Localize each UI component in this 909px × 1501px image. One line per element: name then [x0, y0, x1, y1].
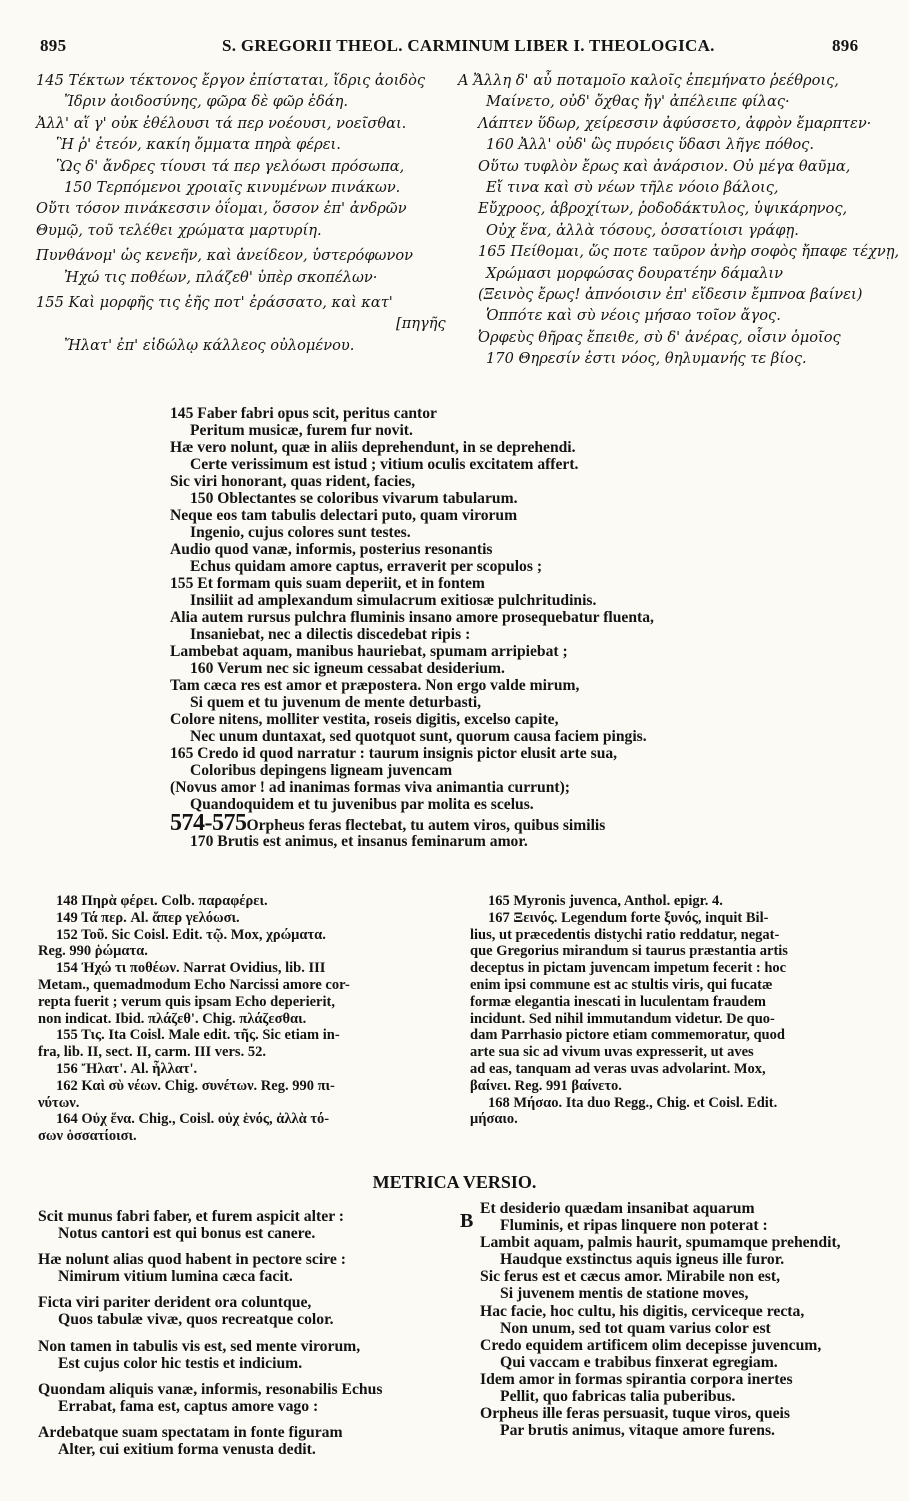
greek-line: Ἴδριν ἀοιδοσύνης, φῶρα δὲ φῶρ ἐδάη. — [64, 93, 348, 111]
greek-line: 150 Τερπόμενοι χροιαῖς κινυμένων πινάκων. — [64, 178, 401, 196]
latin-line: Peritum musicæ, furem fur novit. — [190, 422, 413, 439]
greek-line-continuation: [πηγῆς — [396, 315, 446, 333]
greek-line: 145 Τέκτων τέκτονος ἔργον ἐπίσταται, ἴδρις ἀοιδὸς — [36, 72, 426, 89]
latin-line: Echus quidam amore captus, erraverit per scopulos ; — [190, 558, 543, 575]
greek-line: Θυμῷ, τοῦ τελέθει χρώματα μαρτυρίη. — [36, 221, 322, 239]
footnote-line: 154 Ἠχώ τι ποθέων. Narrat Ovidius, lib. III — [56, 960, 326, 977]
latin-line: Neque eos tam tabulis delectari puto, quam virorum — [170, 507, 518, 524]
verse-line: Qui vaccam e trabibus finxerat egregiam. — [500, 1353, 778, 1371]
footnote-line: 165 Myronis juvenca, Anthol. epigr. 4. — [488, 893, 723, 909]
greek-line: 155 Καὶ μορφῆς τις ἑῆς ποτ' ἐράσσατο, καὶ κατ' — [36, 293, 393, 311]
latin-line: Insaniebat, nec a dilectis discedebat ripis : — [190, 626, 471, 643]
latin-line: Lambebat aquam, manibus hauriebat, spumam arripiebat ; — [170, 643, 568, 660]
latin-line: 145 Faber fabri opus scit, peritus cantor — [170, 405, 437, 422]
latin-line: Colore nitens, molliter vestita, roseis digitis, excelso capite, — [170, 711, 559, 728]
latin-line: Si quem et tu juvenum de mente deturbasti, — [190, 694, 482, 711]
verse-stanza — [38, 1338, 458, 1372]
footnote-line: 164 Οὐχ ἕνα. Chig., Coisl. οὐχ ἑνός, ἀλλὰ τό- — [56, 1111, 330, 1128]
verse-line: Est cujus color hic testis et indicium. — [58, 1354, 303, 1372]
footnote-line: ad eas, tanquam ad veras uvas advolarint. Mox, — [470, 1060, 766, 1077]
metrica-title: METRICA VERSIO. — [372, 1172, 537, 1192]
footnote-line: νύτων. — [38, 1094, 80, 1111]
verse-line: Fluminis, et ripas linquere non poterat : — [500, 1217, 768, 1235]
footnote-line: 162 Καὶ σὺ νέων. Chig. συνέτων. Reg. 990 πι- — [56, 1077, 335, 1094]
greek-line: Οὕτω τυφλὸν ἔρως καὶ ἀνάρσιον. Οὐ μέγα θαῦμα, — [478, 157, 851, 175]
footnotes-right — [470, 893, 895, 1128]
latin-line: Hæ vero nolunt, quæ in aliis deprehendunt, in se deprehendi. — [170, 439, 576, 456]
latin-line: Certe verissimum est istud ; vitium oculis excitatem affert. — [190, 456, 579, 473]
verse-stanza — [38, 1294, 458, 1328]
greek-line: Ἤλατ' ἐπ' εἰδώλῳ κάλλεος οὐλομένου. — [64, 336, 355, 354]
page-number-right: 896 — [832, 36, 859, 55]
page-number-left: 895 — [40, 36, 67, 55]
greek-line: Οὔτι τόσον πινάκεσσιν ὀΐομαι, ὅσσον ἐπ' ἀνδρῶν — [36, 200, 407, 218]
greek-line: (Ξεινὸς ἔρως! ἀπνόοισιν ἐπ' εἴδεσιν ἔμπνοα βαίνει) — [478, 285, 863, 303]
verse-line: Haudque exstinctus aquis igneus ille furor. — [500, 1251, 785, 1269]
greek-line: Πυνθάνομ' ὡς κενεῆν, καὶ ἀνείδεον, ὑστερόφωνον — [36, 247, 413, 265]
latin-line: 155 Et formam quis suam deperiit, et in fontem — [170, 575, 485, 592]
footnotes-left — [38, 893, 450, 1145]
footnote-line: lius, ut præcedentis distychi ratio reddatur, negat- — [470, 926, 780, 943]
greek-line: Ἀλλ' αἵ γ' οὐκ ἐθέλουσι τά περ νοέουσι, νοεῖσθαι. — [36, 114, 407, 132]
latin-line-with-margin-number — [170, 810, 770, 836]
verse-stanza — [38, 1208, 458, 1242]
greek-line: 170 Θηρεσίν ἐστι νόος, θηλυμανής τε βίος. — [486, 350, 807, 368]
footnote-line: μήσαιο. — [470, 1111, 518, 1128]
verse-line: Pellit, quo fabricas talia puberibus. — [500, 1388, 736, 1406]
footnote-line: 168 Μήσαο. Ita duo Regg., Chig. et Coisl. Edit. — [488, 1094, 778, 1111]
latin-line: Ingenio, cujus colores sunt testes. — [190, 524, 411, 541]
verse-line: Ficta viri pariter derident ora coluntque, — [38, 1294, 312, 1312]
verse-line: Si juvenem mentis de statione moves, — [500, 1285, 749, 1303]
margin-column-number: 574-575 — [170, 810, 247, 836]
verse-line: Scit munus fabri faber, et furem aspicit alter : — [38, 1208, 345, 1225]
latin-line: Orpheus feras flectebat, tu autem viros, quibus similis — [246, 817, 606, 834]
footnote-line: Metam., quemadmodum Echo Narcissi amore cor- — [38, 976, 350, 993]
greek-line: Οὐχ ἕνα, ἀλλὰ τόσους, ὁσσατίοισι γράφῃ. — [486, 221, 799, 239]
verse-line: Credo equidem artificem olim decepisse juvencum, — [480, 1336, 822, 1354]
footnote-line: 155 Τις. Ita Coisl. Male edit. τῆς. Sic etiam in- — [56, 1027, 340, 1044]
latin-line: Nec unum duntaxat, sed quotquot sunt, quorum causa faciem pingis. — [190, 728, 647, 745]
verse-line: Nimirum vitium lumina cæca facit. — [58, 1268, 293, 1286]
verse-stanza — [38, 1424, 458, 1458]
footnote-line: 148 Πηρὰ φέρει. Colb. παραφέρει. — [56, 893, 268, 909]
greek-line: Ὁππότε καὶ σὺ νέοις μήσαο τοῖον ἄγος. — [486, 307, 781, 325]
latin-line: (Novus amor ! ad inanimas formas viva animantia currunt); — [170, 779, 570, 796]
verse-stanza — [38, 1381, 458, 1415]
footnote-line: repta fuerit ; verum quis ipsam Echo deperierit, — [38, 993, 335, 1010]
greek-line: Ἣ ῥ' ἐτεόν, κακίη ὄμματα πηρὰ φέρει. — [56, 136, 341, 154]
verse-line: Non unum, sed tot quam varius color est — [500, 1319, 771, 1337]
footnote-line: que Gregorius mirandum si taurus præstantia artis — [470, 943, 788, 960]
footnote-line: non indicat. Ibid. πλάζεθ'. Chig. πλάζεσθαι. — [38, 1010, 307, 1027]
footnote-line: σων ὁσσατίοισι. — [38, 1128, 137, 1145]
footnote-line: 149 Τά περ. Al. ἅπερ γελόωσι. — [56, 909, 240, 926]
footnote-line: arte sua sic ad vivum uvas expresserit, ut aves — [470, 1044, 754, 1061]
greek-column-right — [458, 70, 904, 369]
verse-line: Sic ferus est et cæcus amor. Mirabile non est, — [480, 1268, 781, 1286]
greek-line: Εὔχροος, ἁβροχίτων, ῥοδοδάκτυλος, ὑψικάρηνος, — [478, 200, 848, 218]
greek-line: 165 Πείθομαι, ὥς ποτε ταῦρον ἀνὴρ σοφὸς ἤπαφε τέχνῃ, — [478, 243, 900, 261]
latin-line: Audio quod vanæ, informis, posterius resonantis — [170, 541, 493, 558]
greek-line: A Ἄλλη δ' αὖ ποταμοῖο καλοῖς ἐπεμήνατο ῥεέθροις, — [458, 72, 839, 89]
footnote-line: dam Parrhasio pictore etiam commemoratur, quod — [470, 1027, 785, 1044]
verse-line: Quos tabulæ vivæ, quos recreatque color. — [58, 1311, 334, 1329]
footnote-line: 167 Ξεινός. Legendum forte ξυνός, inquit Bil- — [488, 909, 769, 926]
latin-translation — [170, 405, 770, 850]
verse-line: Orpheus ille feras persuasit, tuque viros, queis — [480, 1405, 790, 1423]
latin-line: 150 Oblectantes se coloribus vivarum tabularum. — [190, 490, 518, 507]
latin-line: Tam cæca res est amor et præpostera. Non ergo valde mirum, — [170, 677, 580, 694]
footnote-line: βαίνει. Reg. 991 βαίνετο. — [470, 1077, 622, 1094]
greek-line: Ὀρφεὺς θῆρας ἔπειθε, σὺ δ' ἀνέρας, οἷσιν ὁμοῖος — [478, 328, 841, 346]
verse-line: Hæ nolunt alias quod habent in pectore scire : — [38, 1251, 346, 1269]
verse-line: Quondam aliquis vanæ, informis, resonabilis Echus — [38, 1380, 383, 1398]
greek-line: Λάπτεν ὕδωρ, χείρεσσιν ἀφύσσετο, ἀφρὸν ἔμαρπτεν· — [478, 114, 872, 132]
footnote-line: formæ elegantia inescati in luculentam fraudem — [470, 993, 767, 1010]
footnote-line: deceptus in pictam juvencam impetum fecerit : hoc — [470, 960, 787, 977]
greek-line: Εἴ τινα καὶ σὺ νέων τῆλε νόοιο βάλοις, — [486, 178, 779, 196]
latin-line: Coloribus depingens ligneam juvencam — [190, 762, 453, 779]
verse-line: Hac facie, hoc cultu, his digitis, cerviceque recta, — [480, 1302, 805, 1320]
running-title: S. GREGORII THEOL. CARMINUM LIBER I. THEOLOGICA. — [222, 36, 715, 55]
greek-column-left — [36, 70, 466, 356]
greek-line: Μαίνετο, οὐδ' ὄχθας ἤγ' ἀπέλειπε φίλας· — [486, 93, 790, 111]
verse-line: Errabat, fama est, captus amore vago : — [58, 1397, 319, 1415]
footnote-line: fra, lib. II, sect. II, carm. III vers. 52. — [38, 1044, 266, 1061]
latin-line: 165 Credo id quod narratur : taurum insignis pictor elusit arte sua, — [170, 745, 618, 762]
latin-line: Sic viri honorant, quas rident, facies, — [170, 473, 416, 490]
verse-line: Notus cantori est qui bonus est canere. — [58, 1225, 316, 1243]
footnote-line: Reg. 990 ῥώματα. — [38, 943, 148, 960]
column-marker-b: B — [460, 1210, 474, 1232]
verse-line: Par brutis animus, vitaque amore furens. — [500, 1422, 775, 1440]
greek-line: Χρώμασι μορφώσας δουρατέην δάμαλιν — [486, 264, 783, 282]
section-heading — [0, 1172, 909, 1193]
latin-line: Insiliit ad amplexandum simulacrum exitiosæ pulchritudinis. — [190, 592, 597, 609]
verse-line: Ardebatque suam spectatam in fonte figuram — [38, 1423, 343, 1441]
greek-line: Ἠχώ τις ποθέων, πλάζεθ' ὑπὲρ σκοπέλων· — [64, 268, 378, 286]
latin-line: Quandoquidem et tu juvenibus par molita es scelus. — [190, 796, 534, 813]
verse-line: Alter, cui exitium forma venusta dedit. — [58, 1441, 316, 1459]
latin-line: 170 Brutis est animus, et insanus feminarum amor. — [190, 833, 528, 850]
footnote-line: 152 Τοῦ. Sic Coisl. Edit. τῷ. Mox, χρώματα. — [56, 926, 326, 943]
footnote-line: enim ipsi commune est ac stultis viris, qui fucatæ — [470, 976, 773, 993]
footnote-line: 156 Ἤλατ'. Al. ἧλλατ'. — [56, 1060, 198, 1077]
latin-line: Alia autem rursus pulchra fluminis insano amore prosequebatur fluenta, — [170, 609, 654, 626]
verse-line: Lambit aquam, palmis haurit, spumamque prehendit, — [480, 1234, 841, 1252]
latin-line: 160 Verum nec sic igneum cessabat desiderium. — [190, 660, 505, 677]
verse-line: Non tamen in tabulis vis est, sed mente virorum, — [38, 1337, 361, 1355]
verse-stanza — [38, 1251, 458, 1285]
greek-line: Ὣς δ' ἄνδρες τίουσι τά περ γελόωσι πρόσωπα, — [56, 157, 405, 175]
verse-line: Idem amor in formas spirantia corpora inertes — [480, 1370, 793, 1388]
footnote-line: incidunt. Sed nihil immutandum videtur. De quo- — [470, 1010, 775, 1027]
metrica-column-right — [480, 1200, 900, 1439]
verse-line: Et desiderio quædam insanibat aquarum — [480, 1200, 755, 1217]
metrica-column-left — [38, 1208, 458, 1458]
greek-line: 160 Ἀλλ' οὐδ' ὣς πυρόεις ὕδασι λῆγε πόθος. — [486, 136, 814, 154]
